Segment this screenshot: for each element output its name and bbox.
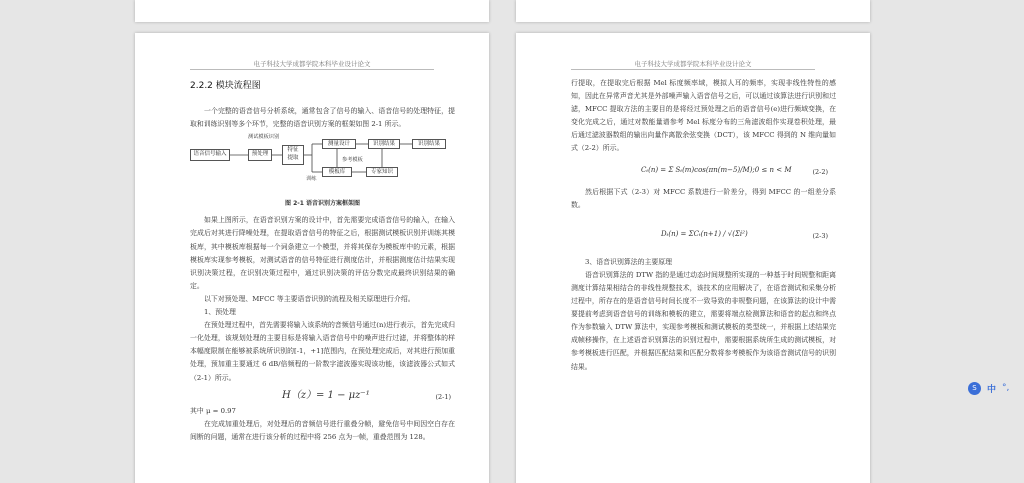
- equation-2-1: [190, 385, 455, 405]
- section-title: 2.2.2 模块流程图: [190, 81, 261, 91]
- equation-where: 其中 μ = 0.97: [190, 406, 236, 415]
- flowchart-label-train: 训练: [306, 176, 317, 183]
- page-body-right: [571, 77, 836, 374]
- ime-toolbar[interactable]: [968, 381, 1020, 395]
- previous-page-right: [516, 0, 870, 22]
- equation-2-3: [571, 212, 836, 256]
- flow-box-test: 测量设计: [322, 139, 356, 149]
- paragraph: 在预处理过程中，首先需要将输入该系统的音频信号通过(n)进行表示，首先完成归一化处理，该规划处理的主要目标是将输入语音信号中的噪声进行过滤，并将整体的样本幅度限制在能够被系统所识别的[-1，+1]范围内，在预处理完成后，对其进行预加重处理，预加重主要通过 6 dB/倍频程的一阶数字滤波器实现该功能，该滤波器公式如式（2-1）所示。: [190, 321, 455, 382]
- header-rule: [571, 69, 815, 70]
- flowchart-label-top: 测试模板识别: [248, 134, 280, 141]
- flow-box-output: 识别结果: [412, 139, 446, 149]
- list-heading: 1、预处理: [204, 308, 236, 317]
- flow-box-input: 语音信号输入: [190, 149, 230, 161]
- previous-page-left: [135, 0, 489, 22]
- document-page-right: [516, 33, 870, 483]
- paragraph: 如果上图所示，在语音识别方案的设计中，首先需要完成语音信号的输入，在输入完成后对其进行降噪处理，在提取语音信号的特征之后，根据测试模板识别并训练其模板库，其中模板库根据每一个词条建立一个模型，并将其保存为模板库中的元素，根据模板库实现参考模板，对测试语音的信号特征进行测度估计，并根据测度估计结果实现识别决策过程，在识别决策过程中，通过识别决策的评估分数完成最终识别结果的确定。: [190, 216, 455, 290]
- equation-body: Dₜ(n) = ΣCₜ(n+1) / √(Σi²): [661, 229, 748, 238]
- paragraph: 行提取，在提取完后根据 Mel 标度频率域，模拟人耳的频率，实现非线性特性的感知，因此在异常声音尤其是外部噪声输入语音信号之后，可以通过该算法进行识别和过滤，MFCC 提取方法的主要目的是将经过预处理之后的语音信号(e)进行频域变换，在变化完成之后，通过对数能量谱参考 Mel 标度分布的三角滤波组作实现卷积处理，最后通过滤波器数组的输出向量作离散余弦变换（DCT），该 MFCC 得到的 N 维向量如式（2-2）所示。: [571, 79, 836, 153]
- flowchart-label-ref: 参考模板: [342, 157, 363, 164]
- page-header: 电子科技大学成都学院本科毕业设计论文: [253, 60, 371, 68]
- flow-box-recog: 识别结果: [368, 139, 400, 149]
- paragraph: 以下对预处理、MFCC 等主要语音识别的流程及相关原理进行介绍。: [204, 294, 415, 303]
- equation-2-2: [571, 156, 836, 186]
- paragraph: 然后根据下式（2-3）对 MFCC 系数进行一阶差分，得到 MFCC 的一组差分系数。: [571, 187, 836, 209]
- flow-box-feature: 特征 提取: [282, 145, 304, 165]
- paragraph: 一个完整的语音信号分析系统，通常包含了信号的输入、语音信号的处理特征，提取和训练识别等多个环节，完整的语音识别方案的框架如图 2-1 所示。: [190, 107, 455, 129]
- paragraph: 在完成加重处理后，对处理后的音频信号进行重叠分帧，避免信号中间因空白存在间断的问题，通常在进行该分析的过程中将 256 点为一帧，重叠范围为 128。: [190, 419, 455, 441]
- document-page-left: [135, 33, 489, 483]
- page-body-left: [190, 80, 455, 444]
- ime-punctuation-toggle[interactable]: °,: [1002, 383, 1010, 393]
- equation-body: H（z）= 1 − μz⁻¹: [282, 389, 370, 401]
- figure-caption: 图 2-1 语音识别方案框架图: [284, 200, 361, 208]
- ime-logo-icon[interactable]: S: [968, 382, 981, 395]
- page-header: 电子科技大学成都学院本科毕业设计论文: [634, 60, 752, 68]
- flow-box-expert: 专家知识: [366, 167, 398, 177]
- equation-body: Cₜ(n) = Σ Sₜ(m)cos(πn(m−5)/M);0 ≤ n < M: [641, 165, 792, 174]
- paragraph: 语音识别算法的 DTW 指的是通过动态时间规整所实现的一种基于时间规整和距离测度计算结果相结合的非线性规整技术，该技术的应用解决了，在语音测试和采集分析过程中，所存在的是语音信号时间长度不一致导致的非规整问题，在该算法的设计中需要提前考虑到语音信号的训练和模板的建立，需要将端点检测算法和语音的起点和终点作为参数输入 DTW 算法中，实现参考模板和测试模板的类型统一，并根据上述结果完成帧移操作，在上述语音识别算法的识别过程中，需要根据系统所生成的测试模板，对参考模板进行匹配，并根据匹配结果和匹配分数将参考模板作为该语音测试信号的识别结果。: [571, 270, 836, 371]
- flow-box-preprocess: 预处理: [248, 149, 272, 161]
- equation-number: (2-2): [812, 167, 828, 176]
- equation-number: (2-3): [812, 231, 828, 240]
- flowchart-arrows: [190, 133, 455, 193]
- ime-language-toggle[interactable]: 中: [987, 384, 997, 395]
- flowchart-figure: [190, 133, 455, 193]
- header-rule: [190, 69, 434, 70]
- list-heading: 3、语音识别算法的主要原理: [585, 257, 673, 266]
- flow-box-model: 模板库: [322, 167, 352, 177]
- equation-number: (2-1): [435, 392, 451, 401]
